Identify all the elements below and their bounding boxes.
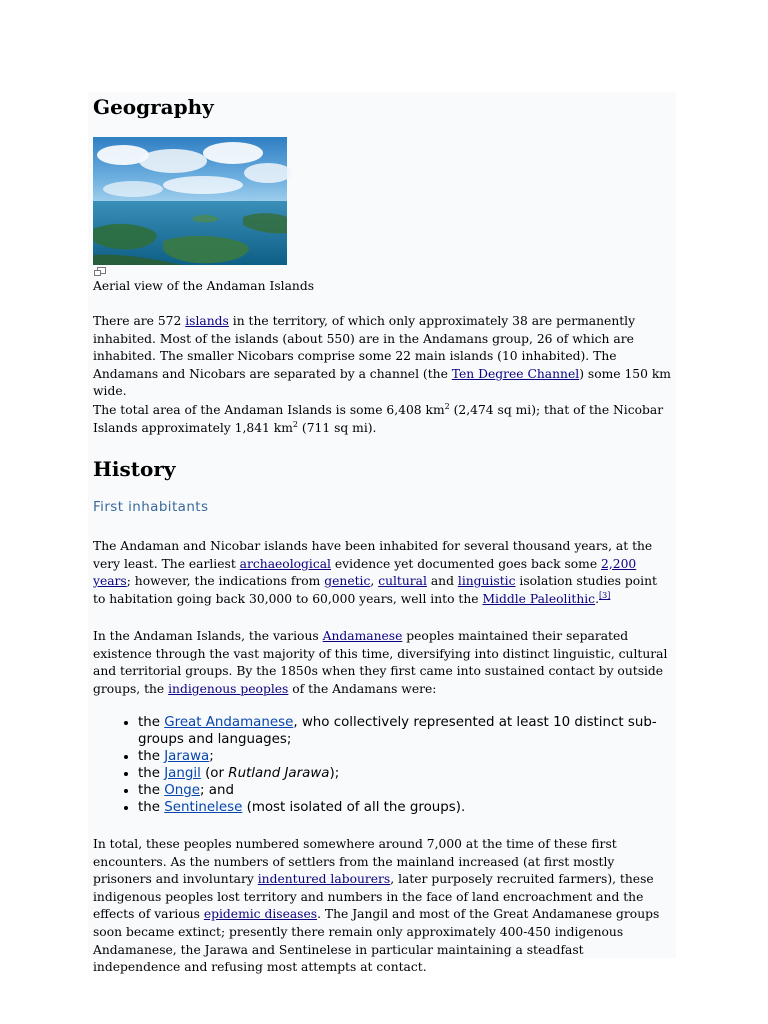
ten-degree-channel-link[interactable]: Ten Degree Channel	[451, 366, 580, 381]
sentinelese-link[interactable]: Sentinelese	[164, 800, 243, 815]
list-item: • the Great Andamanese, who collectively represented at least 10 distinct sub-groups and languages;	[138, 714, 658, 748]
epidemic-diseases-link[interactable]: epidemic diseases	[203, 907, 318, 922]
jangil-link[interactable]: Jangil	[164, 766, 201, 781]
history-heading: History	[93, 457, 176, 481]
genetic-link[interactable]: genetic	[324, 574, 371, 589]
indigenous-peoples-list	[116, 714, 658, 816]
history-paragraph-2: In the Andaman Islands, the various Andamanese peoples maintained their separated existence through the vast majority of this time, diversifying into distinct linguistic, cultural and territorial groups. By the 1850s when they first came into sustained contact by outside groups, the indigenous peoples of the Andamans were:	[93, 629, 668, 696]
archaeological-link[interactable]: archaeological	[239, 556, 331, 571]
cultural-link[interactable]: cultural	[378, 574, 427, 589]
list-item: • the Sentinelese (most isolated of all the groups).	[138, 799, 658, 816]
geography-paragraph-2: The total area of the Andaman Islands is some 6,408 $km^2$ (2,474 sq mi); that of the Nicobar Islands approximately 1,841 $km^2$ (711 sq mi).	[93, 401, 664, 435]
middle-paleolithic-link[interactable]: Middle Paleolithic	[482, 591, 596, 606]
image-caption: Aerial view of the Andaman Islands	[93, 279, 315, 293]
great-andamanese-link[interactable]: Great Andamanese	[164, 715, 294, 730]
linguistic-link[interactable]: linguistic	[457, 574, 516, 589]
aerial-photo-image	[93, 137, 287, 265]
history-paragraph-1: The Andaman and Nicobar islands have been inhabited for several thousand years, at the very least. The earliest archaeological evidence yet documented goes back some 2,200 years; however, the indications from genetic, cultural and linguistic isolation studies point to habitation going back 30,000 to 60,000 years, well into the Middle Paleolithic.[3]	[93, 539, 657, 606]
jarawa-link[interactable]: Jarawa	[164, 749, 210, 764]
andamanese-link[interactable]: Andamanese	[322, 629, 403, 643]
enlarge-icon[interactable]	[94, 267, 106, 276]
list-item: • the Jarawa;	[138, 748, 658, 765]
onge-link[interactable]: Onge	[164, 783, 200, 798]
history-paragraph-3: In total, these peoples numbered somewhere around 7,000 at the time of these first encounters. As the numbers of settlers from the mainland increased (at first mostly prisoners and involuntary indentured labourers, later purposely recruited farmers), these indigenous peoples lost territory and numbers in the face of land encroachment and the effects of various epidemic diseases. The Jangil and most of the Great Andamanese groups soon became extinct; presently there remain only approximately 400-450 indigenous Andamanese, the Jarawa and Sentinelese in particular maintaining a steadfast independence and refusing most attempts at contact.	[93, 837, 660, 975]
geography-heading: Geography	[93, 95, 214, 119]
indigenous-peoples-link[interactable]: indigenous peoples	[168, 681, 289, 696]
document-page	[88, 92, 676, 975]
indentured-labourers-link[interactable]: indentured labourers	[257, 872, 391, 887]
geography-paragraph-1: There are 572 islands in the territory, of which only approximately 38 are permanently inhabited. Most of the islands (about 550) are in the Andamans group, 26 of which are inhabited. The smaller Nicobars comprise some 22 main islands (10 inhabited). The Andamans and Nicobars are separated by a channel (the Ten Degree Channel) some 150 km wide.	[93, 314, 671, 399]
aerial-photo[interactable]	[93, 137, 287, 265]
years-link[interactable]: 2,200 years	[93, 556, 637, 589]
islands-link[interactable]: islands	[185, 314, 229, 328]
first-inhabitants-subheading: First inhabitants	[93, 499, 209, 515]
reference-link[interactable]: [3]	[599, 590, 611, 600]
list-item: • the Jangil (or Rutland Jarawa);	[138, 765, 658, 782]
list-item: • the Onge; and	[138, 782, 658, 799]
